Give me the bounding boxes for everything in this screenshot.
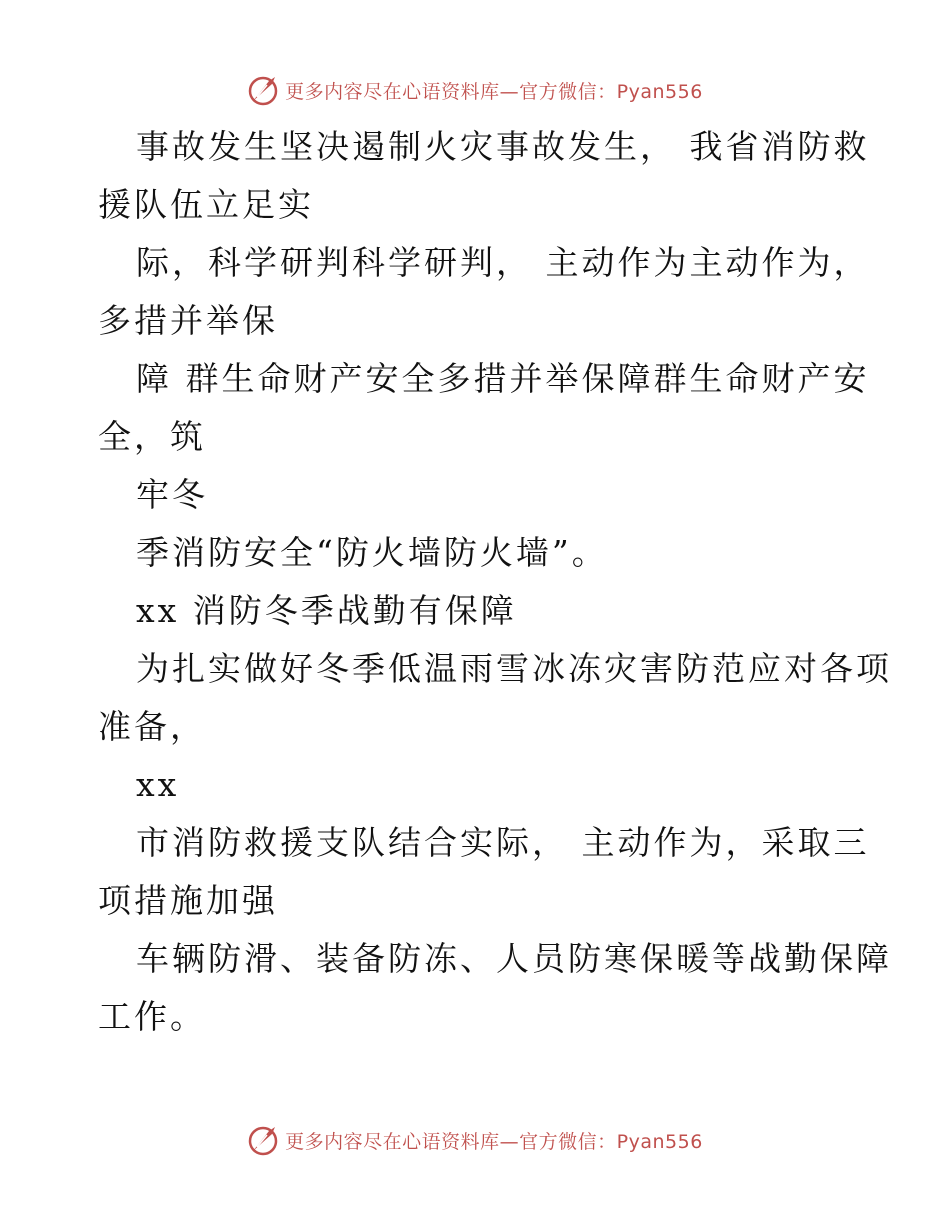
body-line: 援队伍立足实 (98, 185, 314, 224)
body-line: 车辆防滑、装备防冻、人员防寒保暖等战勤保障 (136, 939, 892, 978)
body-line: 工作。 (98, 997, 206, 1036)
body-line: 市消防救援支队结合实际， 主动作为，采取三 (136, 823, 870, 862)
header-banner-text: 更多内容尽在心语资料库—官方微信：Pyan556 (285, 80, 703, 103)
body-line: 牢冬 (136, 475, 208, 514)
body-line: xx (136, 765, 180, 804)
footer-banner (0, 1120, 950, 1160)
document-body (98, 118, 892, 1046)
body-line: 全，筑 (98, 417, 206, 456)
footer-banner-text: 更多内容尽在心语资料库—官方微信：Pyan556 (285, 1130, 703, 1153)
body-line: 障 群生命财产安全多措并举保障群生命财产安 (136, 359, 870, 398)
footer-banner-handle: Pyan556 (616, 1130, 703, 1153)
header-banner-handle: Pyan556 (616, 80, 703, 103)
body-line: 项措施加强 (98, 881, 278, 920)
feather-pen-circle-icon (247, 1123, 281, 1157)
feather-pen-circle-icon (247, 73, 281, 107)
body-line: 事故发生坚决遏制火灾事故发生， 我省消防救 (136, 127, 870, 166)
body-line: 多措并举保 (98, 301, 278, 340)
header-banner (0, 70, 950, 110)
body-line: 季消防安全“防火墙防火墙”。 (136, 533, 608, 572)
body-line: 为扎实做好冬季低温雨雪冰冻灾害防范应对各项 (136, 649, 892, 688)
body-line: xx 消防冬季战勤有保障 (136, 591, 517, 630)
body-line: 准备， (98, 707, 206, 746)
body-line: 际，科学研判科学研判， 主动作为主动作为， (136, 243, 870, 282)
